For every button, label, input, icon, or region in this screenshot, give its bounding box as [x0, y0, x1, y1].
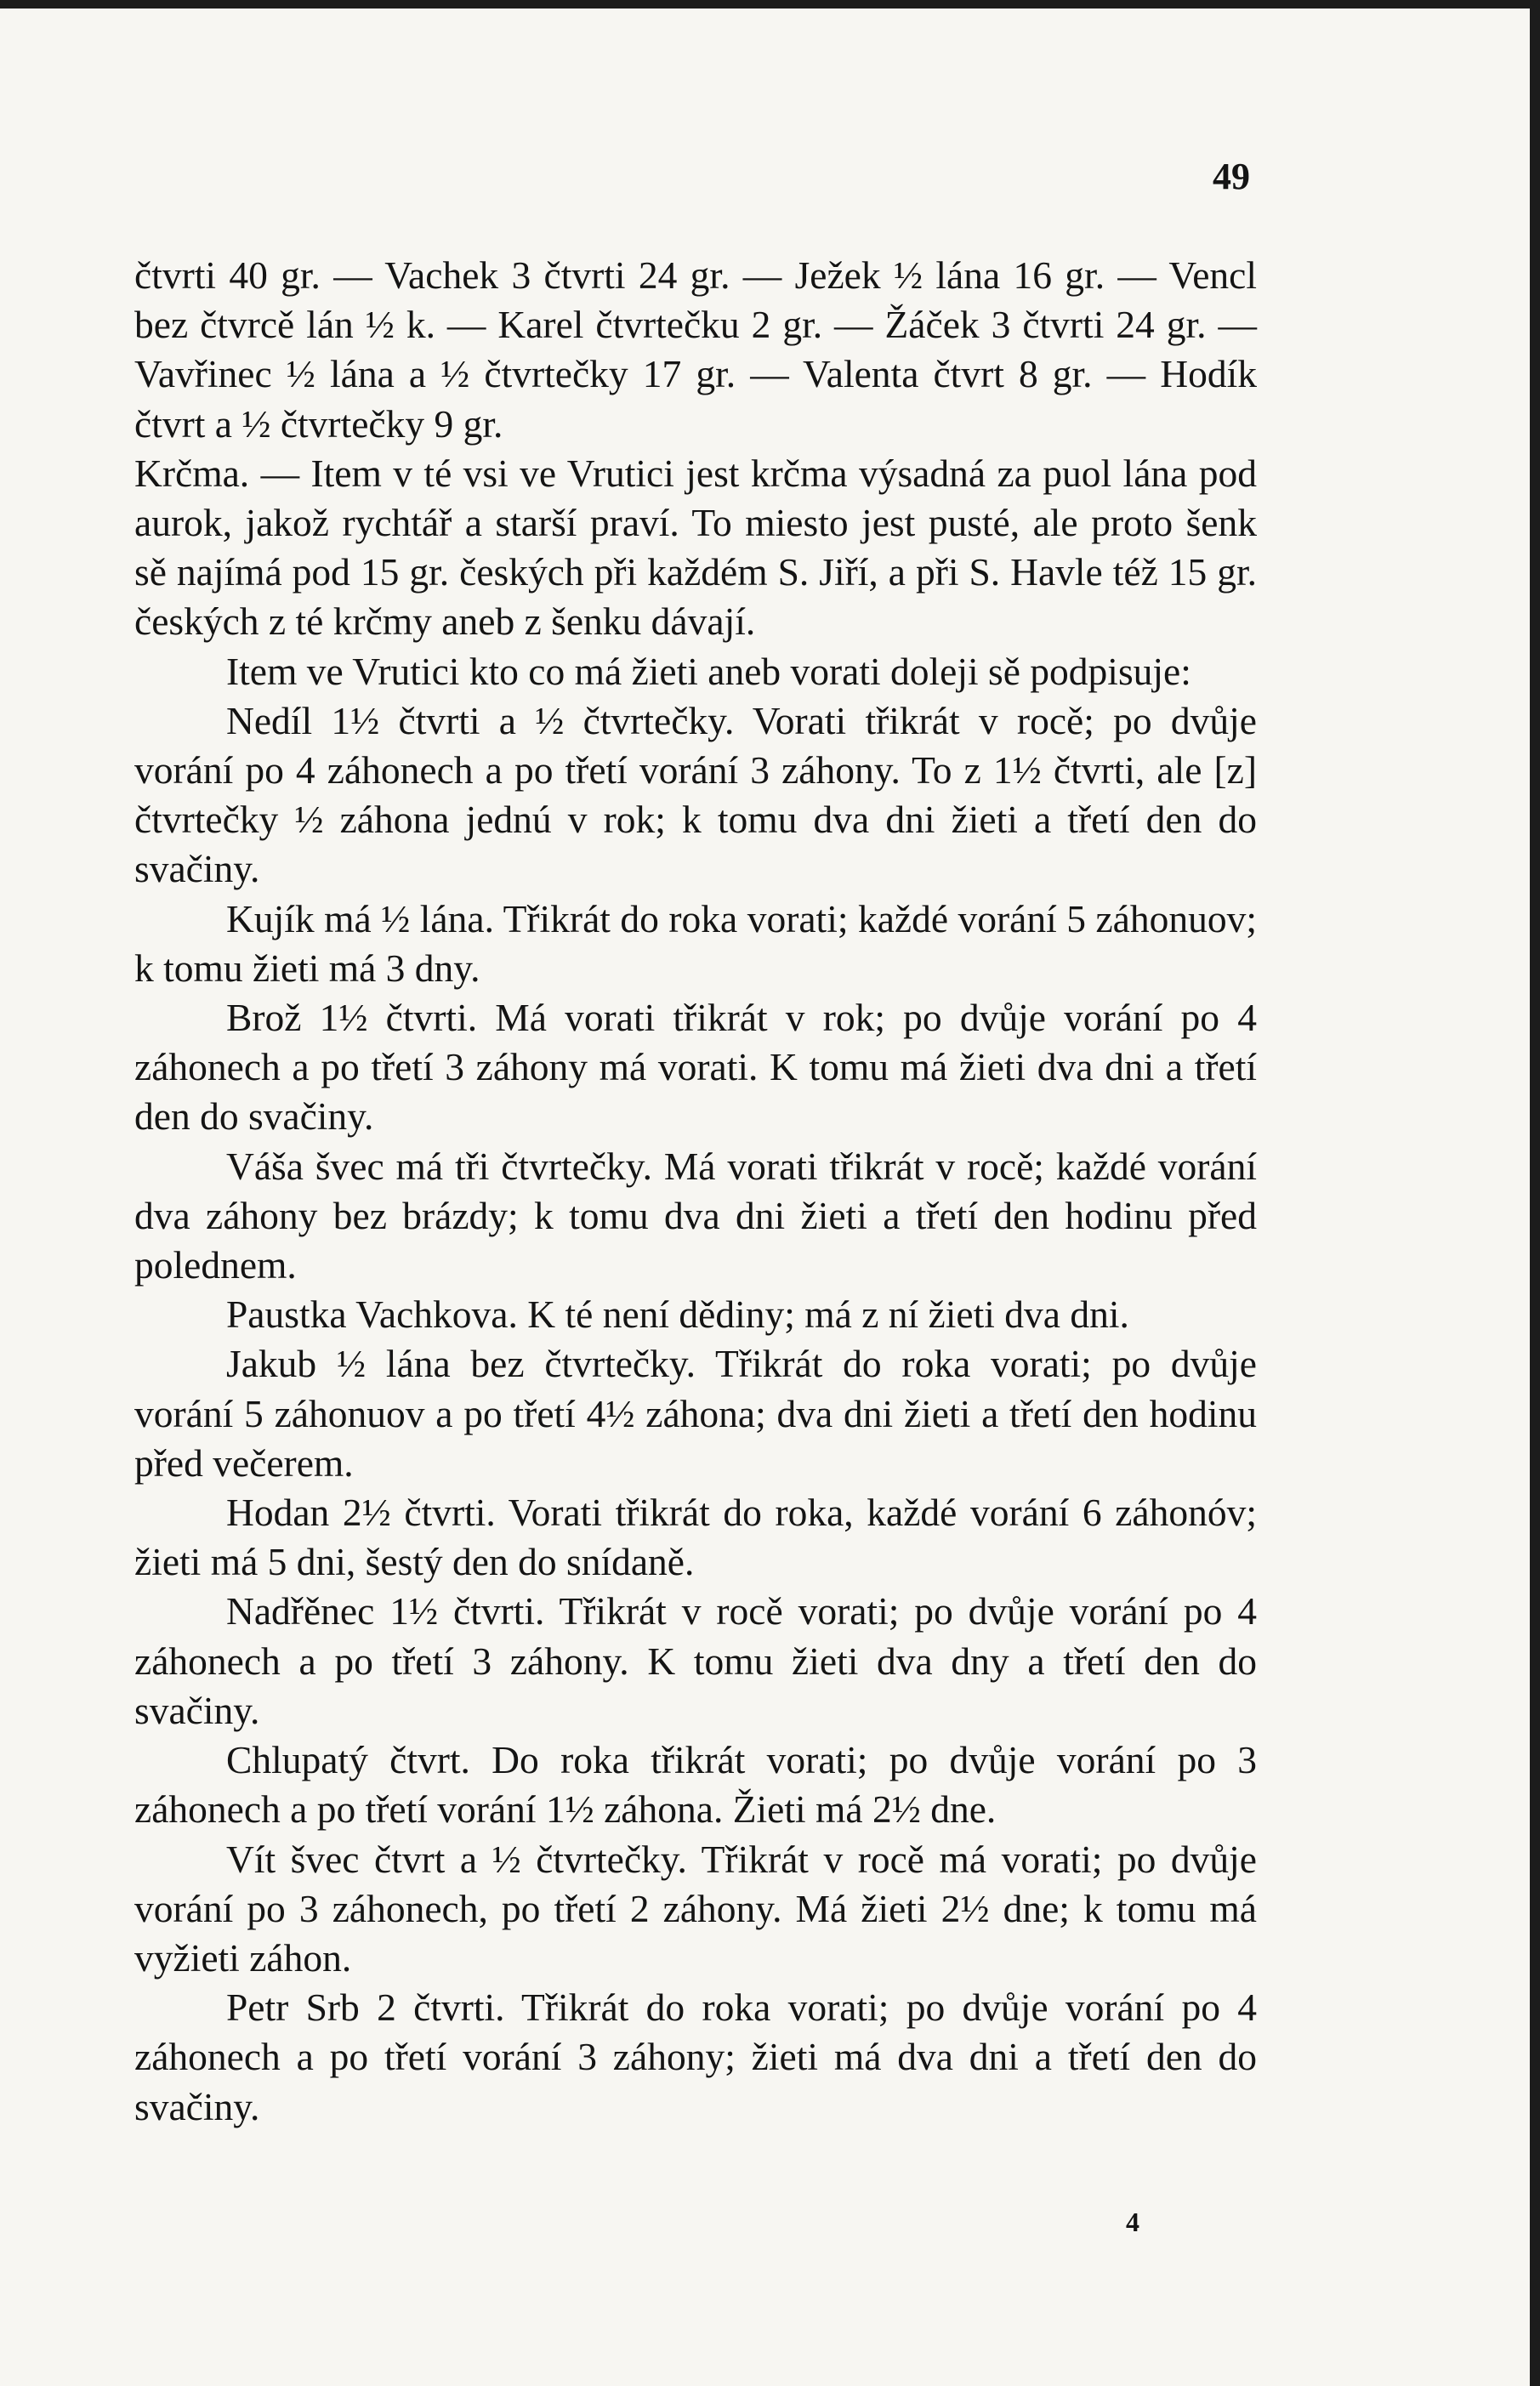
paragraph-nedil: Nedíl 1½ čtvrti a ½ čtvrtečky. Vorati třikrát v rocě; po dvůje vorání po 4 záhonech a po třetí vorání 3 záhony. To z 1½ čtvrti, ale [z] čtvrtečky ½ záhona jednú v rok; k tomu dva dni žieti a třetí den do svačiny. [134, 698, 1257, 891]
paragraph-vit: Vít švec čtvrt a ½ čtvrtečky. Třikrát v rocě má vorati; po dvůje vorání po 3 záhonech, po třetí 2 záhony. Má žieti 2½ dne; k tomu má vyžieti záhon. [134, 1837, 1257, 1980]
paragraph-paustka: Paustka Vachkova. K té není dědiny; má z ní žieti dva dni. [226, 1292, 1129, 1337]
paragraph-petr: Petr Srb 2 čtvrti. Třikrát do roka vorati; po dvůje vorání po 4 záhonech a po třetí vorání 3 záhony; žieti má dva dni a třetí den do svačiny. [134, 1985, 1257, 2128]
body-text [134, 251, 1257, 2132]
paragraph-kujik: Kujík má ½ lána. Třikrát do roka vorati; každé vorání 5 záhonuov; k tomu žieti má 3 dny. [134, 896, 1257, 990]
paragraph-continued: čtvrti 40 gr. — Vachek 3 čtvrti 24 gr. — Ježek ½ lána 16 gr. — Vencl bez čtvrcě lán ½ k. — Karel čtvrtečku 2 gr. — Žáček 3 čtvrti 24 gr. — Vavřinec ½ lána a ½ čtvrtečky 17 gr. — Valenta čtvrt 8 gr. — Hodík čtvrt a ½ čtvrtečky 9 gr. [134, 253, 1257, 446]
page-number: 49 [1213, 156, 1250, 197]
paragraph-hodan: Hodan 2½ čtvrti. Vorati třikrát do roka, každé vorání 6 záhonóv; žieti má 5 dni, šestý den do snídaně. [134, 1491, 1257, 1584]
paragraph-chlupaty: Chlupatý čtvrt. Do roka třikrát vorati; po dvůje vorání po 3 záhonech a po třetí vorání 1½ záhona. Žieti má 2½ dne. [134, 1738, 1257, 1832]
paragraph-krcma: Krčma. — Item v té vsi ve Vrutici jest krčma výsadná za puol lána pod aurok, jakož rychtář a starší praví. To miesto jest pusté, ale proto šenk sě najímá pod 15 gr. českých při každém S. Jiří, a při S. Havle též 15 gr. českých z té krčmy aneb z šenku dávají. [134, 451, 1257, 644]
signature-mark: 4 [1126, 2207, 1139, 2237]
paragraph-nadrenec: Nadřěnec 1½ čtvrti. Třikrát v rocě vorati; po dvůje vorání po 4 záhonech a po třetí 3 záhony. K tomu žieti dva dny a třetí den do svačiny. [134, 1589, 1257, 1732]
paragraph-vasa: Váša švec má tři čtvrtečky. Má vorati třikrát v rocě; každé vorání dva záhony bez brázdy; k tomu dva dni žieti a třetí den hodinu před polednem. [134, 1144, 1257, 1287]
paragraph-broz: Brož 1½ čtvrti. Má vorati třikrát v rok; po dvůje vorání po 4 záhonech a po třetí 3 záhony má vorati. K tomu má žieti dva dni a třetí den do svačiny. [134, 996, 1257, 1139]
paragraph-intro: Item ve Vrutici kto co má žieti aneb vorati doleji sě podpisuje: [226, 649, 1191, 693]
paragraph-jakub: Jakub ½ lána bez čtvrtečky. Třikrát do roka vorati; po dvůje vorání 5 záhonuov a po třetí 4½ záhona; dva dni žieti a třetí den hodinu před večerem. [134, 1342, 1257, 1485]
